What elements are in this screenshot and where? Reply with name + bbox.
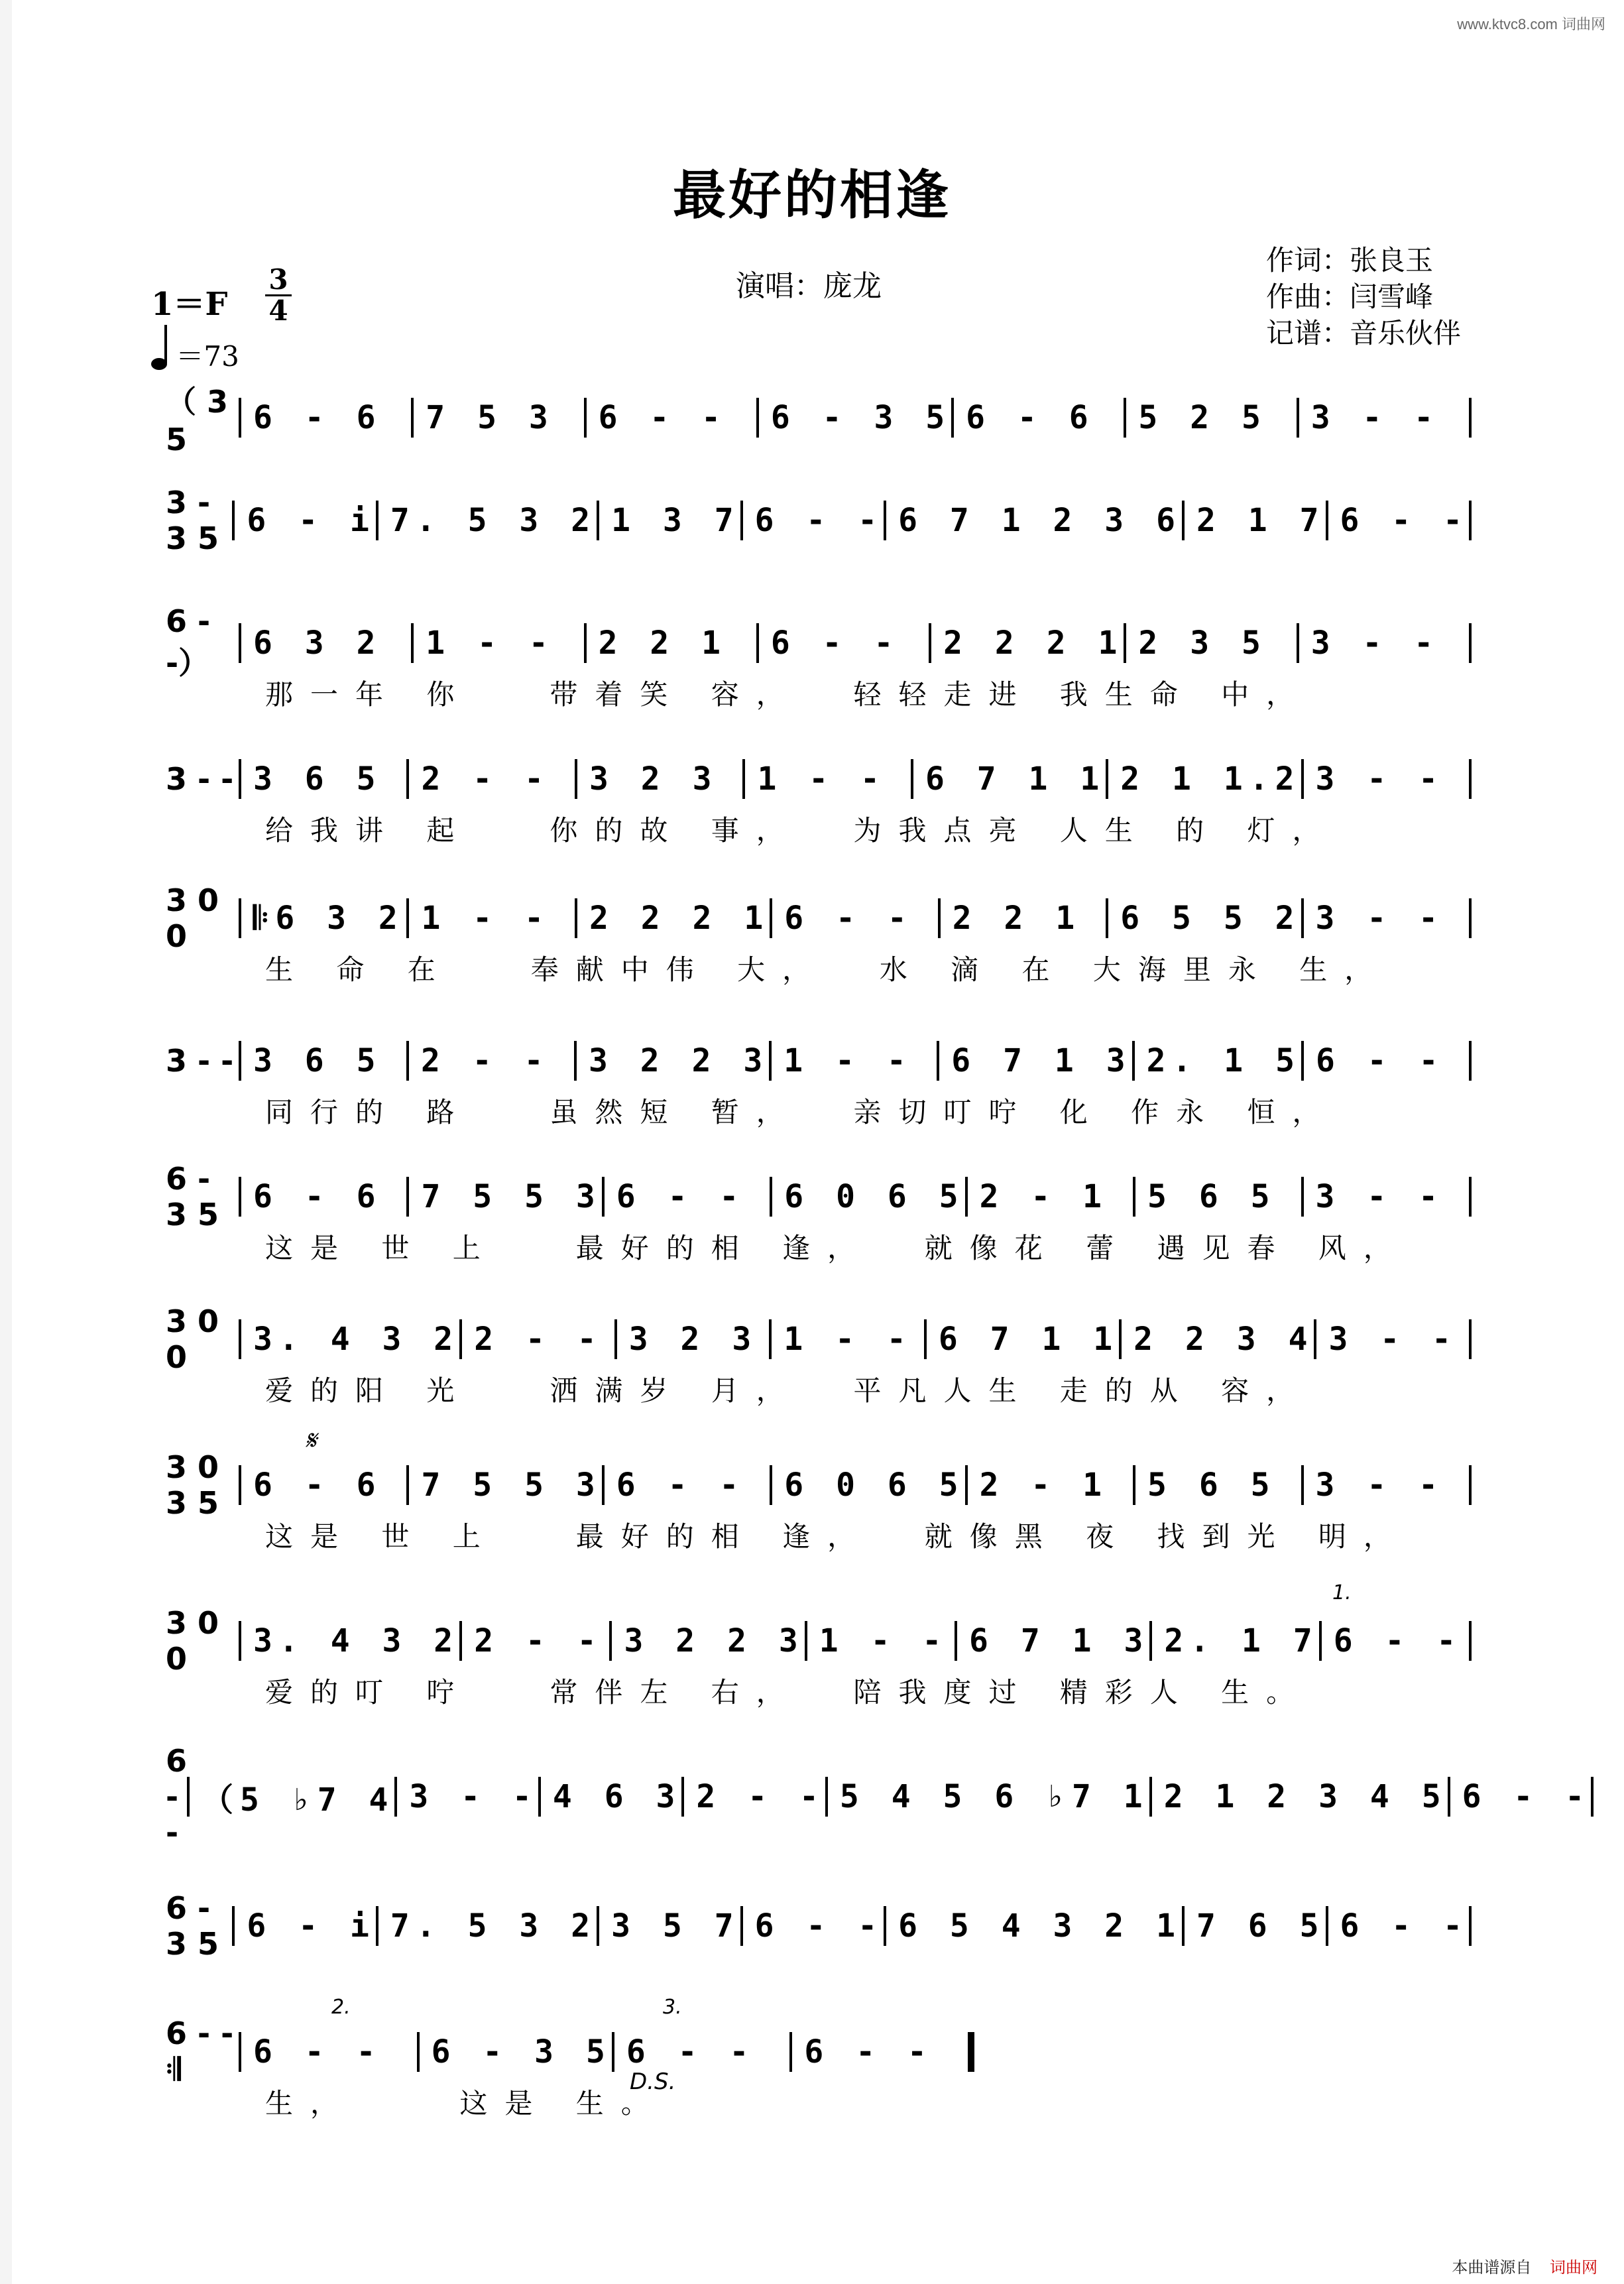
measure-notes: 6 - -: [1462, 1778, 1592, 1815]
line-lead: 6 - -）: [166, 603, 211, 681]
measure-notes: 𝄆6 3 2: [253, 899, 404, 937]
measure: [825, 1777, 1149, 1817]
measure: [884, 1906, 1182, 1946]
measure: [187, 1777, 394, 1817]
volta-3: 3.: [663, 1996, 682, 2019]
measure-notes: 1 - -: [783, 1321, 913, 1358]
footer-text: 本曲谱源自: [1452, 2258, 1532, 2277]
score-line: [166, 759, 1472, 799]
left-margin-strip: [0, 0, 12, 2284]
measure: [770, 1177, 964, 1217]
measure-notes: 7. 5 3 2: [390, 502, 597, 539]
line-lead: 3 - 3 5: [166, 485, 219, 556]
measure: [911, 759, 1106, 799]
measure: [770, 1465, 964, 1505]
key-signature: 1＝F: [151, 286, 228, 323]
tempo-mark: [151, 335, 239, 375]
measure: [239, 2032, 417, 2072]
measure: [406, 1041, 574, 1081]
measure-notes: 3 6 5: [253, 760, 382, 798]
measure: [609, 1621, 804, 1661]
measure-notes: 6 7 1 3: [969, 1622, 1150, 1659]
footer-brand[interactable]: 词曲网: [1550, 2258, 1597, 2277]
measure: [1119, 1319, 1314, 1359]
measure-notes: 2 - -: [421, 760, 550, 798]
line-lead: 6 - 3 5: [166, 1890, 219, 1962]
measure: [1124, 623, 1296, 663]
measure: [239, 898, 406, 938]
line-lead: 3 0 0: [166, 882, 219, 954]
measure-notes: 6 - 6: [253, 399, 382, 436]
line-lead: 6 - - 𝄇: [166, 2015, 234, 2087]
measure-notes: 6 7 1 2 3 6: [898, 502, 1182, 539]
bar-line: [1469, 1465, 1472, 1505]
measure-notes: 5 6 5: [1147, 1467, 1277, 1504]
measure-notes: 6 7 1 1: [925, 760, 1106, 798]
measure: [597, 501, 740, 540]
measure-notes: 6 - -: [598, 399, 728, 436]
composer: 作曲：闫雪峰: [1266, 280, 1434, 313]
measure-notes: 6 - -: [1340, 502, 1469, 539]
measure-notes: 6 - 6: [253, 1467, 382, 1504]
measure-notes: 5 2 5: [1138, 399, 1267, 436]
measure-notes: 2 2 2 1: [943, 625, 1124, 662]
bar-line: [1469, 1177, 1472, 1217]
measure-notes: 6 - i: [247, 1907, 376, 1945]
measure-notes: （5 ♭7 4: [202, 1781, 395, 1819]
measure: [239, 1041, 406, 1081]
measure: [789, 2032, 968, 2072]
measure: [232, 501, 376, 540]
line-lead: 6 - 3 5: [166, 1161, 219, 1232]
measure-notes: 6 - -: [253, 2033, 382, 2071]
measure: [884, 501, 1182, 540]
measure-notes: 6 0 6 5: [784, 1467, 965, 1504]
line-lead: 6 - -: [166, 1743, 188, 1850]
ds-mark: D.S.: [630, 2069, 676, 2095]
lyric-line: 这是 世 上 最好的相 逢， 就像花 蕾 遇见春 风，: [265, 1232, 1409, 1264]
lyric-line: 生 命 在 奉献中伟 大， 水 滴 在 大海里永 生，: [265, 953, 1390, 986]
line-lead: 3 0 0: [166, 1605, 219, 1677]
measure: [740, 1906, 884, 1946]
measure-notes: 4 6 3: [552, 1778, 682, 1815]
measure: [1301, 759, 1469, 799]
measure-notes: 6 - 3 5: [770, 399, 952, 436]
measure-notes: 6 - -: [1315, 1042, 1445, 1079]
measure-notes: 1 - -: [819, 1622, 949, 1659]
measure-notes: 3 5 7: [611, 1907, 740, 1945]
measure: [239, 759, 406, 799]
measure: [538, 1777, 682, 1817]
line-lead: 3 0 0: [166, 1303, 219, 1375]
measure-notes: 6 7 1 1: [938, 1321, 1120, 1358]
measure-notes: 6 3 2: [253, 625, 382, 662]
score-line: [166, 1449, 1472, 1521]
measure: [411, 623, 583, 663]
measure: [1319, 1621, 1469, 1661]
measure: [1182, 1906, 1326, 1946]
measure: [406, 1177, 601, 1217]
measure-notes: 6 0 6 5: [784, 1178, 965, 1215]
measure: [411, 398, 583, 438]
measure-notes: 6 - -: [616, 1178, 746, 1215]
measure: [575, 759, 742, 799]
measure: [770, 898, 937, 938]
measure: [1297, 623, 1469, 663]
tempo-value: ＝73: [176, 340, 239, 373]
measure-notes: 3 2 3: [628, 1321, 758, 1358]
measure-notes: 2 1 2 3 4 5: [1163, 1778, 1448, 1815]
measure-notes: 3 - -: [1315, 900, 1445, 937]
measure: [1182, 501, 1326, 540]
bar-line: [1469, 1319, 1472, 1359]
measure: [742, 759, 910, 799]
measure-notes: 3. 4 3 2: [253, 1321, 460, 1358]
line-lead: 3 0 3 5: [166, 1449, 219, 1521]
measure-notes: 3 2 2 3: [589, 1042, 770, 1079]
measure: [805, 1621, 955, 1661]
bar-line: [1469, 398, 1472, 438]
measure-notes: 7 5 3: [426, 399, 555, 436]
measure: [929, 623, 1124, 663]
measure: [1149, 1621, 1318, 1661]
score-line: [166, 603, 1472, 681]
measure-notes: 6 - -: [1333, 1622, 1463, 1659]
time-bottom: 4: [265, 294, 292, 326]
measure: [769, 1041, 937, 1081]
score-line: [166, 1605, 1472, 1677]
measure-notes: 6 - -: [616, 1467, 746, 1504]
measure: [239, 398, 411, 438]
bar-line: [1469, 898, 1472, 938]
bar-line: [1469, 1041, 1472, 1081]
measure: [584, 398, 756, 438]
measure-notes: 2 - -: [696, 1778, 825, 1815]
lyric-line: 这是 世 上 最好的相 逢， 就像黑 夜 找到光 明，: [265, 1520, 1409, 1553]
measure: [1133, 1177, 1301, 1217]
measure: [1326, 501, 1470, 540]
score-line: [166, 384, 1472, 457]
measure-notes: 2. 1 5: [1146, 1042, 1301, 1079]
line-lead: （ 3 5: [166, 384, 229, 457]
bar-line: [1469, 759, 1472, 799]
score-line: [166, 1041, 1472, 1081]
score-line: [166, 485, 1472, 556]
segno-mark: 𝄋: [305, 1425, 317, 1456]
measure-notes: 3 - -: [1315, 1178, 1445, 1215]
measure: [232, 1906, 376, 1946]
bar-line: [1469, 501, 1472, 540]
measure: [1149, 1777, 1448, 1817]
measure-notes: 2 - 1: [979, 1178, 1109, 1215]
measure-notes: 2 - -: [474, 1622, 603, 1659]
bar-line: [968, 2032, 974, 2072]
score-line: [166, 1161, 1472, 1232]
measure-notes: 3 - -: [1315, 760, 1445, 798]
bar-line: [1469, 1906, 1472, 1946]
measure: [584, 623, 756, 663]
measure-notes: 2. 1 7: [1164, 1622, 1319, 1659]
measure-notes: 3 - -: [1328, 1321, 1458, 1358]
measure: [1297, 398, 1469, 438]
measure: [1124, 398, 1296, 438]
measure-notes: 3. 4 3 2: [253, 1622, 460, 1659]
measure: [938, 898, 1106, 938]
lyric-line: 爱的阳 光 洒满岁 月， 平凡人生 走的从 容，: [265, 1374, 1312, 1407]
measure: [239, 1621, 459, 1661]
measure: [769, 1319, 924, 1359]
quarter-note-icon: [151, 358, 167, 370]
measure: [1132, 1041, 1301, 1081]
measure: [1106, 759, 1301, 799]
volta-1: 1.: [1332, 1581, 1352, 1604]
footer: [1452, 2254, 1597, 2277]
measure: [239, 1177, 406, 1217]
measure: [406, 759, 574, 799]
measure-notes: 6 5 5 2: [1120, 900, 1301, 937]
lyric-line: 爱的叮 咛 常伴左 右， 陪我度过 精彩人 生。: [265, 1676, 1312, 1709]
measure: [1301, 898, 1469, 938]
lyric-line: 那一年 你 带着笑 容， 轻轻走进 我生命 中，: [265, 678, 1312, 711]
volta-2: 2.: [331, 1996, 351, 2019]
lyric-line: 同行的 路 虽然短 暂， 亲切叮咛 化 作永 恒，: [265, 1096, 1338, 1128]
measure-notes: 3 2 2 3: [624, 1622, 805, 1659]
lyricist: 作词：张良玉: [1266, 244, 1434, 276]
measure: [239, 1465, 406, 1505]
measure: [965, 1177, 1133, 1217]
measure-notes: 3 - -: [1310, 399, 1440, 436]
measure-notes: 7. 5 3 2: [390, 1907, 597, 1945]
measure: [1314, 1319, 1469, 1359]
measure: [417, 2032, 612, 2072]
measure: [602, 1465, 770, 1505]
bar-line: [1469, 623, 1472, 663]
measure-notes: 7 6 5: [1196, 1907, 1326, 1945]
measure: [574, 1041, 769, 1081]
measure-notes: 3 6 5: [253, 1042, 382, 1079]
site-url[interactable]: www.ktvc8.com 词曲网: [1457, 16, 1605, 32]
measure: [1326, 1906, 1470, 1946]
measure: [1301, 1177, 1469, 1217]
measure-notes: 2 3 5: [1138, 625, 1267, 662]
score-line: [166, 1743, 1592, 1850]
line-lead: 3 - -: [166, 1043, 234, 1079]
measure: [376, 1906, 597, 1946]
measure-notes: 3 - -: [409, 1778, 538, 1815]
measure: [239, 623, 411, 663]
measure: [597, 1906, 740, 1946]
measure-notes: 2 2 1: [952, 900, 1082, 937]
measure: [239, 1319, 459, 1359]
measure-notes: 2 2 1: [598, 625, 728, 662]
measure: [1301, 1041, 1469, 1081]
measure-notes: 6 5 4 3 2 1: [898, 1907, 1182, 1945]
measure: [756, 398, 951, 438]
measure-notes: 7 5 5 3: [421, 1178, 602, 1215]
measure: [955, 1621, 1149, 1661]
transcriber: 记谱：音乐伙伴: [1266, 317, 1462, 349]
measure-notes: 7 5 5 3: [421, 1467, 602, 1504]
measure-notes: 6 - 6: [253, 1178, 382, 1215]
measure: [612, 2032, 790, 2072]
score-line: [166, 1303, 1472, 1375]
measure-notes: 2 1 7: [1196, 502, 1326, 539]
bar-line: [1591, 1777, 1594, 1817]
measure-notes: 6 - i: [247, 502, 376, 539]
song-title: 最好的相逢: [673, 164, 951, 226]
measure-notes: 6 - -: [784, 900, 913, 937]
measure-notes: 2 - -: [474, 1321, 603, 1358]
measure: [614, 1319, 770, 1359]
measure: [924, 1319, 1119, 1359]
measure-notes: 6 - -: [770, 625, 900, 662]
measure-notes: 6 - -: [626, 2033, 756, 2071]
measure-notes: 6 - -: [754, 1907, 884, 1945]
measure-notes: 3 - -: [1310, 625, 1440, 662]
measure-notes: 6 - -: [754, 502, 884, 539]
measure-notes: 5 6 5: [1147, 1178, 1277, 1215]
measure: [756, 623, 929, 663]
score-line: [166, 1890, 1472, 1962]
measure: [1133, 1465, 1301, 1505]
measure: [1448, 1777, 1592, 1817]
measure-notes: 3 - -: [1315, 1467, 1445, 1504]
measure-notes: 1 - -: [757, 760, 886, 798]
measure: [575, 898, 770, 938]
measure-notes: 1 - -: [783, 1042, 913, 1079]
measure-notes: 6 - 3 5: [431, 2033, 612, 2071]
bar-line: [1469, 1621, 1472, 1661]
measure-notes: 3 2 3: [589, 760, 719, 798]
lyric-line: 给我讲 起 你的故 事， 为我点亮 人生 的 灯，: [265, 814, 1338, 847]
measure: [740, 501, 884, 540]
time-signature: [265, 265, 292, 326]
measure: [1106, 898, 1301, 938]
line-lead: 3 - -: [166, 761, 234, 797]
measure-notes: 6 7 1 3: [951, 1042, 1132, 1079]
measure-notes: 1 - -: [426, 625, 555, 662]
measure-notes: 6 - 6: [966, 399, 1095, 436]
measure: [1301, 1465, 1469, 1505]
measure: [376, 501, 597, 540]
measure-notes: 2 2 3 4: [1133, 1321, 1314, 1358]
measure: [459, 1319, 614, 1359]
measure: [406, 1465, 601, 1505]
measure: [394, 1777, 538, 1817]
score-line: [166, 882, 1472, 954]
lyric-line: 生， 这是 生。: [265, 2087, 666, 2120]
time-top: 3: [268, 263, 288, 296]
measure: [459, 1621, 609, 1661]
measure-notes: 2 2 2 1: [589, 900, 770, 937]
measure-notes: 1 - -: [421, 900, 550, 937]
singer: 演唱：庞龙: [736, 269, 882, 303]
measure-notes: 2 1 1.2: [1120, 760, 1301, 798]
measure: [937, 1041, 1131, 1081]
measure: [406, 898, 574, 938]
measure: [681, 1777, 825, 1817]
measure-notes: 2 - -: [421, 1042, 550, 1079]
measure: [951, 398, 1124, 438]
measure-notes: 1 3 7: [611, 502, 740, 539]
measure: [965, 1465, 1133, 1505]
measure-notes: 6 - -: [804, 2033, 933, 2071]
measure: [602, 1177, 770, 1217]
measure-notes: 6 - -: [1340, 1907, 1469, 1945]
measure-notes: 5 4 5 6 ♭7 1: [839, 1778, 1149, 1815]
measure-notes: 2 - 1: [979, 1467, 1109, 1504]
